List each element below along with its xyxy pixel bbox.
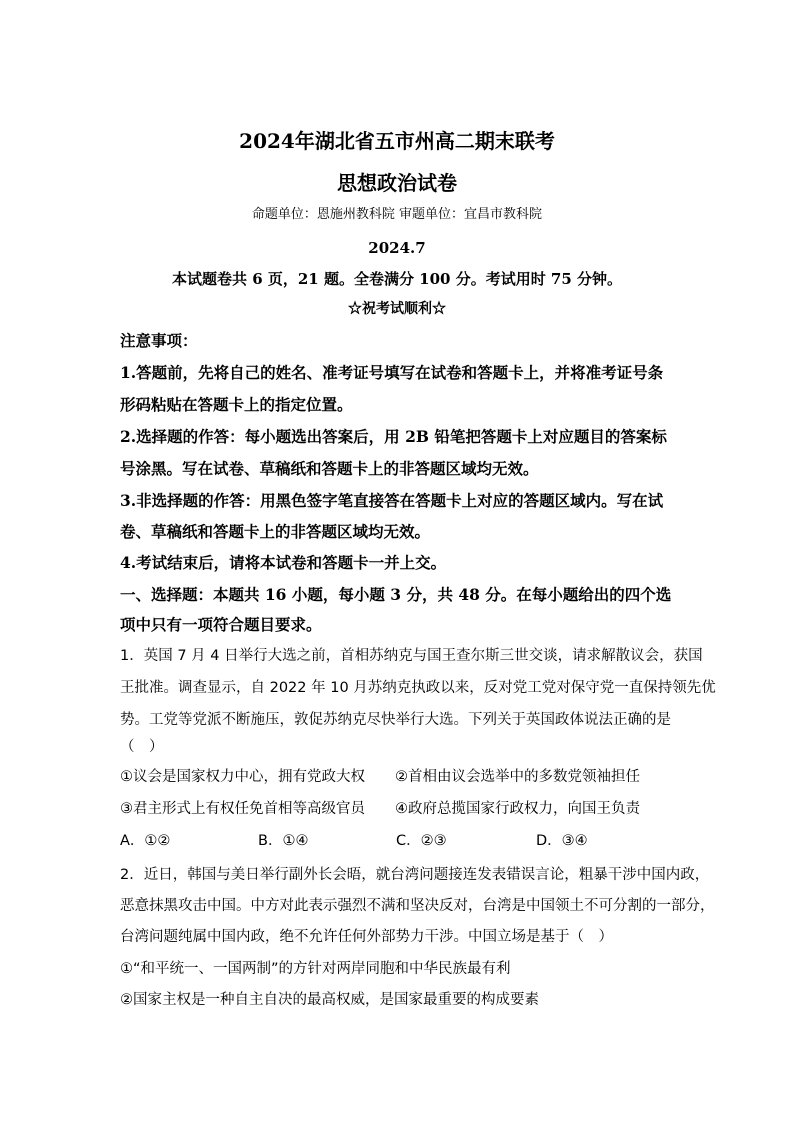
question-1-line: 势。工党等党派不断施压，敦促苏纳克尽快举行大选。下列关于英国政体说法正确的是 [120,712,671,728]
statement-2: ②国家主权是一种自主自决的最高权威，是国家最重要的构成要素 [120,992,539,1008]
notes-heading: 注意事项： [120,331,198,350]
statement-1: ①议会是国家权力中心，拥有党政大权 [120,769,365,785]
note-line: 4.考试结束后，请将本试卷和答题卡一并上交。 [120,553,447,572]
section-heading: 项中只有一项符合题目要求。 [120,615,322,634]
statement-4: ④政府总揽国家行政权力，向国王负责 [395,801,640,817]
exam-subtitle: 思想政治试卷 [337,171,457,195]
exam-info: 本试题卷共 6 页，21 题。全卷满分 100 分。考试用时 75 分钟。 [171,270,623,288]
option-a: A．①② [120,833,171,849]
exam-title: 2024年湖北省五市州高二期末联考 [239,129,555,153]
section-heading: 一、选择题：本题共 16 小题，每小题 3 分，共 48 分。在每小题给出的四个选 [120,585,672,604]
note-line: 形码粘贴在答题卡上的指定位置。 [120,395,353,414]
question-1-line: （ ） [120,739,164,755]
option-c: C．②③ [396,833,447,849]
note-line: 1.答题前，先将自己的姓名、准考证号填写在试卷和答题卡上，并将准考证号条 [120,363,664,382]
note-line: 2.选择题的作答：每小题选出答案后，用 2B 铅笔把答题卡上对应题目的答案标 [120,427,667,446]
statement-1: ①“和平统一、一国两制”的方针对两岸同胞和中华民族最有利 [120,961,511,977]
option-d: D．③④ [536,833,588,849]
question-2-line: 2．近日，韩国与美日举行副外长会晤，就台湾问题接连发表错误言论，粗暴干涉中国内政， [120,867,710,883]
note-line: 3.非选择题的作答：用黑色签字笔直接答在答题卡上对应的答题区域内。写在试 [120,491,664,510]
option-b: B．①④ [258,833,309,849]
exam-date: 2024.7 [368,239,426,257]
statement-2: ②首相由议会选举中的多数党领袖担任 [395,769,640,785]
author-units: 命题单位：恩施州教科院 审题单位：宜昌市教科院 [251,207,543,222]
note-line: 号涂黑。写在试卷、草稿纸和答题卡上的非答题区域均无效。 [120,459,539,478]
question-2-line: 台湾问题纯属中国内政，绝不允许任何外部势力干涉。中国立场是基于（ ） [120,929,613,945]
statement-3: ③君主形式上有权任免首相等高级官员 [120,801,365,817]
question-2-line: 恶意抹黑攻击中国。中方对此表示强烈不满和坚决反对，台湾是中国领土不可分割的一部分， [120,898,715,914]
note-line: 卷、草稿纸和答题卡上的非答题区域均无效。 [120,522,431,541]
question-1-line: 1．英国 7 月 4 日举行大选之前，首相苏纳克与国王查尔斯三世交谈，请求解散议会，获国 [120,648,703,664]
good-luck-line: ☆祝考试顺利☆ [348,301,446,317]
question-1-line: 王批准。调查显示，自 2022 年 10 月苏纳克执政以来，反对党工党对保守党一直保持领先优 [120,680,716,696]
